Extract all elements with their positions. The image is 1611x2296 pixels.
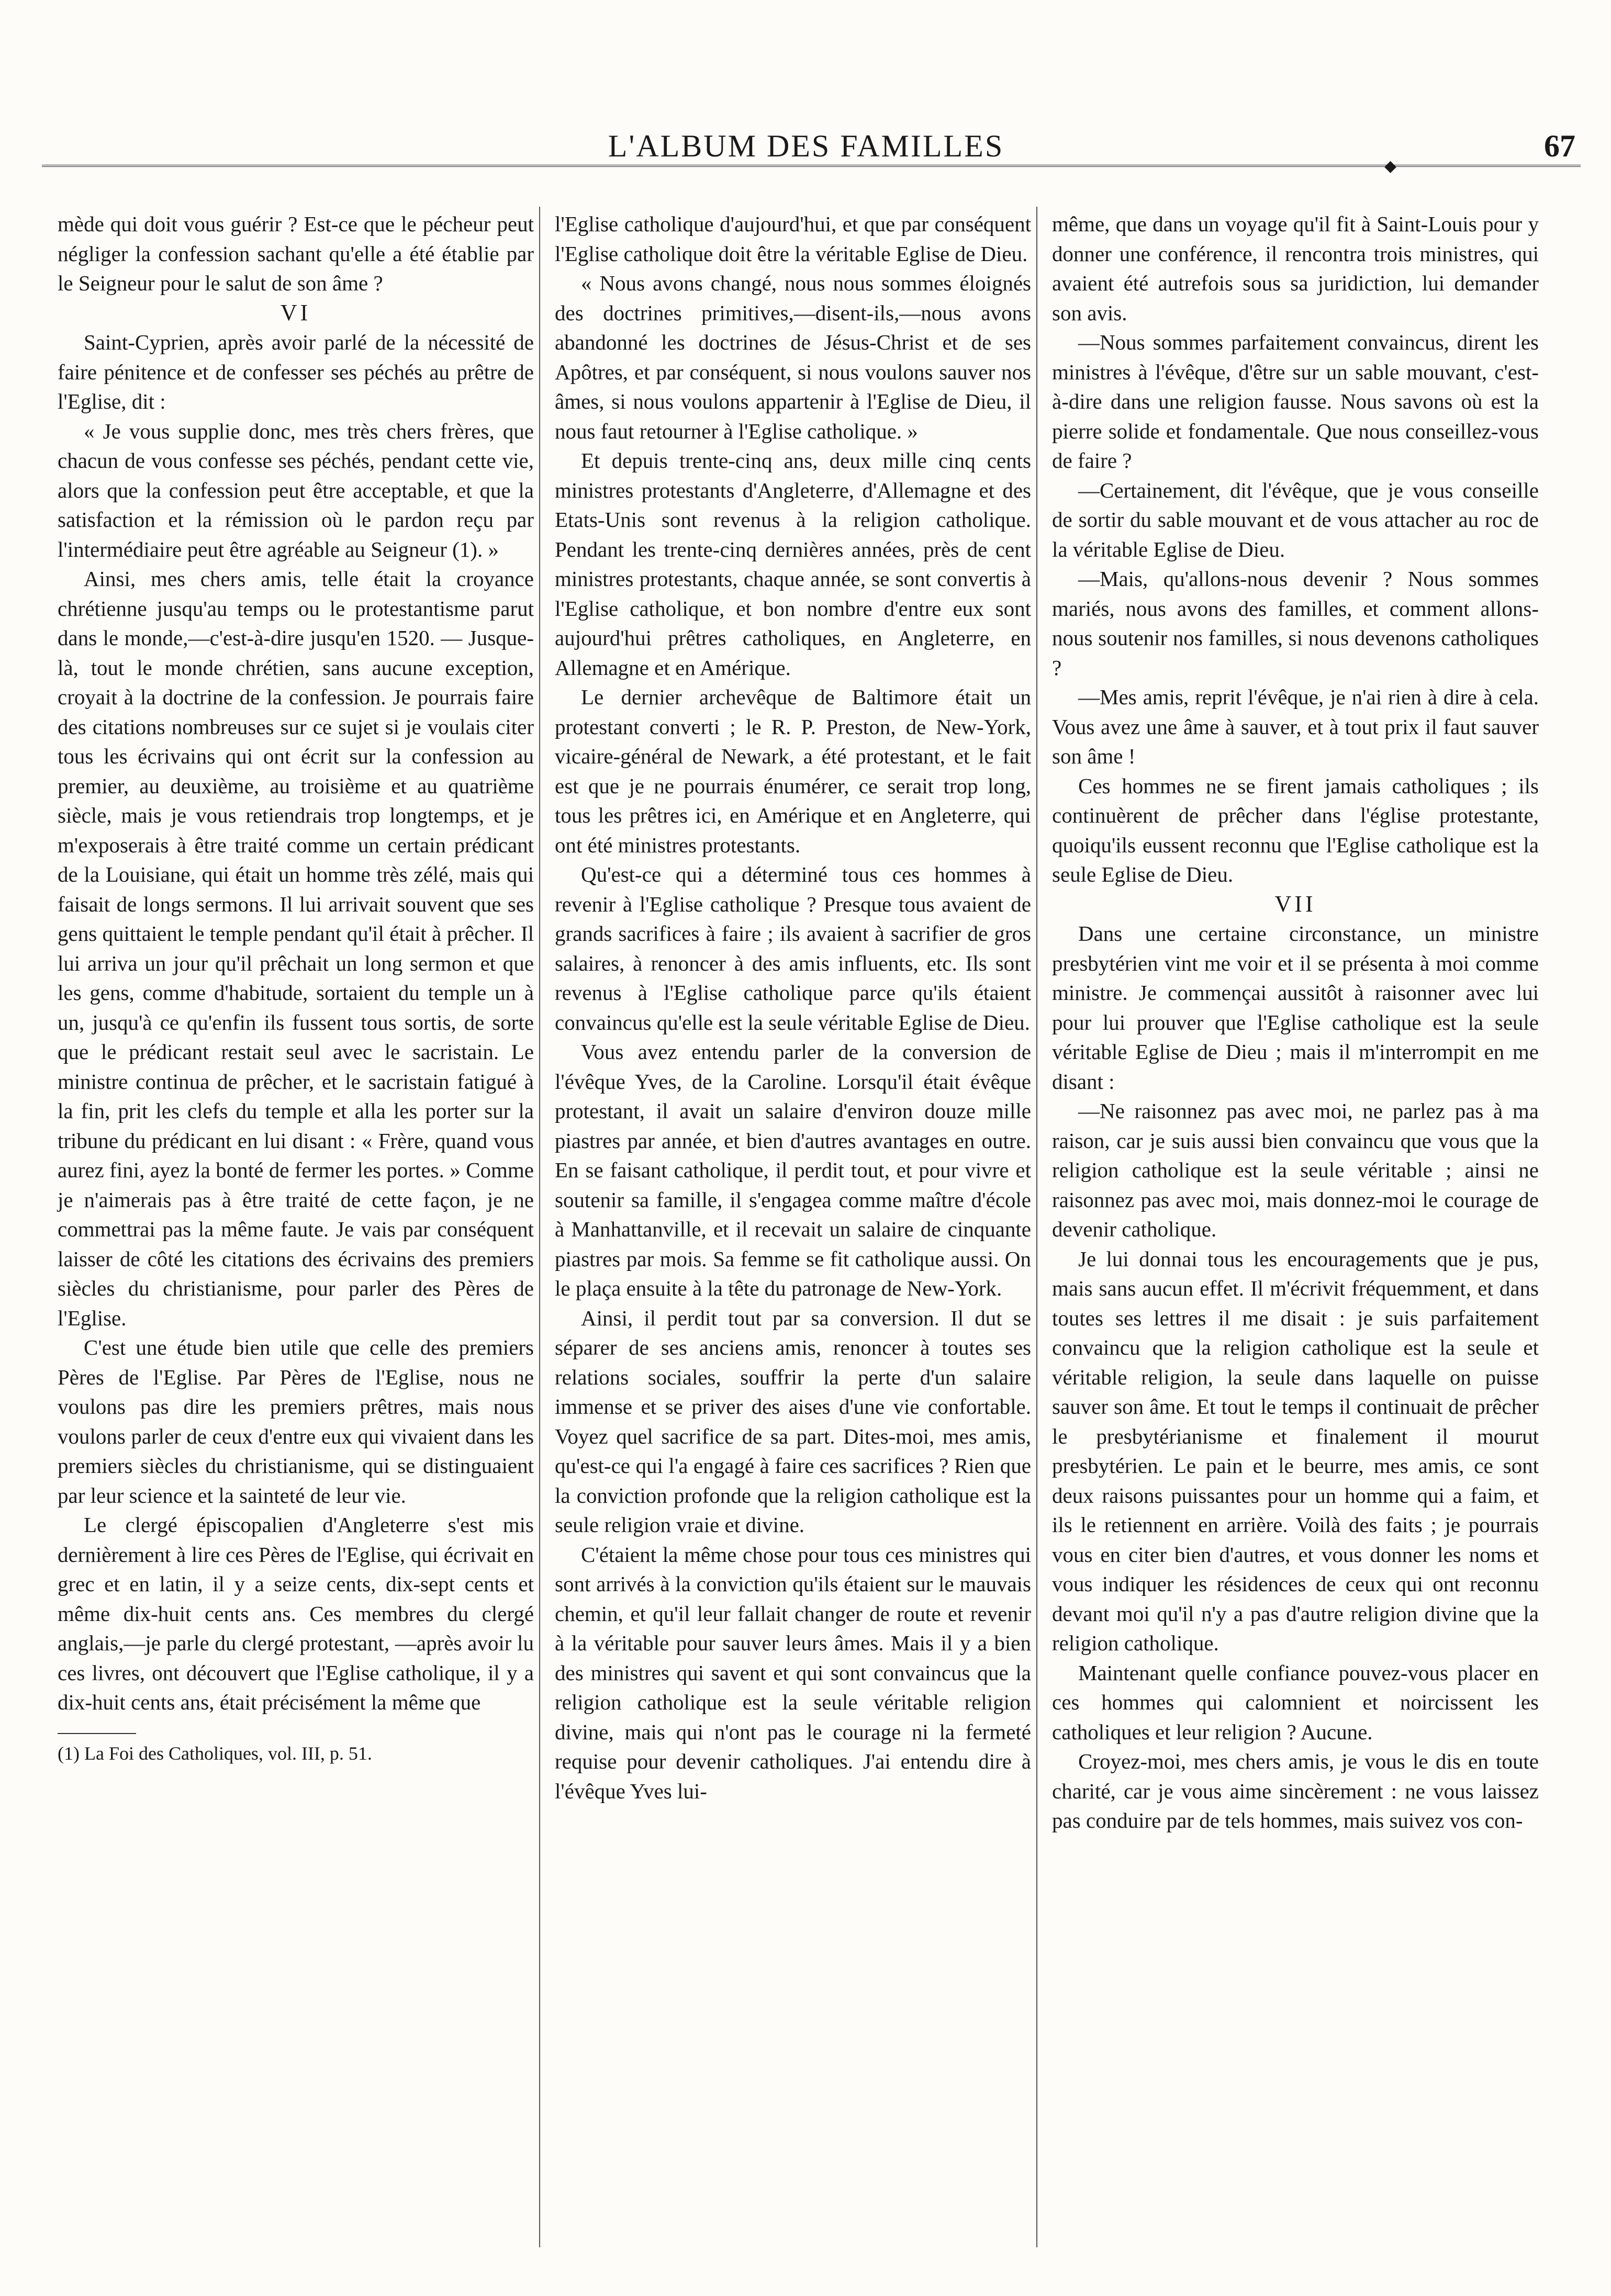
paragraph: Le clergé épiscopalien d'Angleterre s'est mis dernièrement à lire ces Pères de l'Eglise, qui écrivait en grec et en latin, il y a seize cents, dix-sept cents et même dix-huit cents ans. Ces membres du clergé anglais,—je parle du clergé protestant, —après avoir lu ces livres, ont découvert que l'Eglise catholique, il y a dix-huit cents ans, était précisément la même que [58, 1513, 534, 1714]
dialogue-paragraph: —Nous sommes parfaitement convaincus, dirent les ministres à l'évêque, d'être sur un sable mouvant, c'est-à-dire dans une religion fausse. Nous savons où est la pierre solide et fondamentale. Que nous conseillez-vous de faire ? [1052, 330, 1539, 472]
header-rule [42, 165, 1581, 167]
column-3 [1052, 209, 1539, 1836]
paragraph: Saint-Cyprien, après avoir parlé de la nécessité de faire pénitence et de confesser ses péchés au prêtre de l'Eglise, dit : [58, 330, 534, 413]
paragraph: C'est une étude bien utile que celle des premiers Pères de l'Eglise. Par Pères de l'Eglise, nous ne voulons pas dire les premiers prêtres, mais nous voulons parler de ceux d'entre eux qui vivaient dans les premiers siècles du christianisme, qui se distinguaient par leur science et la sainteté de leur vie. [58, 1335, 534, 1507]
dialogue-paragraph: —Mes amis, reprit l'évêque, je n'ai rien à dire à cela. Vous avez une âme à sauver, et à tout prix il faut sauver son âme ! [1052, 685, 1539, 768]
running-head: L'ALBUM DES FAMILLES [608, 129, 1004, 163]
section-heading-vii: VII [1274, 891, 1316, 917]
column-2 [555, 209, 1031, 1806]
paragraph: l'Eglise catholique d'aujourd'hui, et que par conséquent l'Eglise catholique doit être la véritable Eglise de Dieu. [555, 212, 1031, 266]
paragraph: Le dernier archevêque de Baltimore était un protestant converti ; le R. P. Preston, de New-York, vicaire-général de Newark, a été protestant, et le fait est que je ne pourrais énumérer, ce serait trop long, tous les prêtres ici, en Amérique et en Angleterre, qui ont été ministres protestants. [555, 685, 1031, 857]
paragraph: Qu'est-ce qui a déterminé tous ces hommes à revenir à l'Eglise catholique ? Presque tous avaient de grands sacrifices à faire ; ils avaient à sacrifier de gros salaires, à renoncer à des amis influents, etc. Ils sont revenus à l'Eglise catholique parce qu'ils étaient convaincus qu'elle est la seule véritable Eglise de Dieu. [555, 862, 1031, 1034]
paragraph: Je lui donnai tous les encouragements que je pus, mais sans aucun effet. Il m'écrivit fréquemment, et dans toutes ses lettres il me disait : je suis parfaitement convaincu que la religion catholique est la seule et véritable religion, la seule dans laquelle on puisse sauver son âme. Et tout le temps il continuait de prêcher le presbytérianisme et finalement il mourut presbytérien. Le pain et le beurre, mes amis, ce sont deux raisons puissantes pour un homme qui a faim, et ils le retiennent en arrière. Voilà des faits ; je pourrais vous en citer bien d'autres, et vous donner les noms et vous indiquer les résidences de ceux qui ont reconnu devant moi qu'il n'y a pas d'autre religion divine que la religion catholique. [1052, 1246, 1539, 1655]
footnote: (1) La Foi des Catholiques, vol. III, p. 51. [58, 1742, 372, 1764]
header-ornament-icon: ◆ [1384, 157, 1397, 175]
page-header [31, 112, 1581, 175]
footnote-rule [58, 1733, 136, 1734]
paragraph: Et depuis trente-cinq ans, deux mille cinq cents ministres protestants d'Angleterre, d'Allemagne et des Etats-Unis sont revenus à la religion catholique. Pendant les trente-cinq dernières années, près de cent ministres protestants, chaque année, se sont convertis à l'Eglise catholique, et bon nombre d'entre eux sont aujourd'hui prêtres catholiques, en Angleterre, en Allemagne et en Amérique. [555, 448, 1031, 680]
section-heading-vi: VI [280, 299, 311, 325]
dialogue-paragraph: —Ne raisonnez pas avec moi, ne parlez pas à ma raison, car je suis aussi bien convaincu que vous que la religion catholique est la seule véritable ; ainsi ne raisonnez pas avec moi, mais donnez-moi le courage de devenir catholique. [1052, 1099, 1539, 1241]
paragraph: Dans une certaine circonstance, un ministre presbytérien vint me voir et il se présenta à moi comme ministre. Je commençai aussitôt à raisonner avec lui pour lui prouver que l'Eglise catholique est la seule véritable Eglise de Dieu ; mais il m'interrompit en me disant : [1052, 921, 1539, 1094]
paragraph: Ainsi, mes chers amis, telle était la croyance chrétienne jusqu'au temps ou le protestantisme parut dans le monde,—c'est-à-dire jusqu'en 1520. — Jusque-là, tout le monde chrétien, sans aucune exception, croyait à la doctrine de la confession. Je pourrais faire des citations nombreuses sur ce sujet si je voulais citer tous les écrivains qui ont écrit sur la confession au premier, au deuxième, au troisième et au quatrième siècle, mais je vous retiendrais trop longtemps, et je m'exposerais à être traité comme un certain prédicant de la Louisiane, qui était un homme très zélé, mais qui faisait de longs sermons. Il lui arrivait souvent que ses gens quittaient le temple pendant qu'il était à prêcher. Il lui arriva un jour qu'il prêchait un long sermon et que les gens, comme d'habitude, sortaient du temple un à un, jusqu'à ce qu'enfin ils fussent tous sortis, de sorte que le prédicant restait seul avec le sacristain. Le ministre continua de prêcher, et le sacristain fatigué à la fin, prit les clefs du temple et alla les porter sur la tribune du prédicant en lui disant : « Frère, quand vous aurez fini, ayez la bonté de fermer les portes. » Comme je n'aimerais pas à être traité de cette façon, je ne commettrai pas la même faute. Je vais par conséquent laisser de côté les citations des écrivains des premiers siècles du christianisme, pour parler des Pères de l'Eglise. [58, 567, 534, 1330]
column-divider [539, 207, 540, 2247]
paragraph: Ainsi, il perdit tout par sa conversion. Il dut se séparer de ses anciens amis, renoncer à toutes ses relations sociales, souffrir la perte d'un salaire immense et se priver des aises d'une vie confortable. Voyez quel sacrifice de sa part. Dites-moi, mes amis, qu'est-ce qui l'a engagé à faire ces sacrifices ? Rien que la conviction profonde que la religion catholique est la seule religion vraie et divine. [555, 1305, 1031, 1537]
paragraph: C'étaient la même chose pour tous ces ministres qui sont arrivés à la conviction qu'ils étaient sur le mauvais chemin, et qu'il leur fallait changer de route et revenir à la véritable pour sauver leurs âmes. Mais il y a bien des ministres qui savent et qui sont convaincus que la religion catholique est la seule véritable religion divine, mais qui n'ont pas le courage ni la fermeté requise pour devenir catholiques. J'ai entendu dire à l'évêque Yves lui- [555, 1542, 1031, 1803]
quote-paragraph: « Nous avons changé, nous nous sommes éloignés des doctrines primitives,—disent-ils,—nous avons abandonné les doctrines de Jésus-Christ et de ses Apôtres, et par conséquent, si nous voulons sauver nos âmes, si nous voulons appartenir à l'Eglise de Dieu, il nous faut retourner à l'Eglise catholique. » [555, 271, 1031, 443]
paragraph: Ces hommes ne se firent jamais catholiques ; ils continuèrent de prêcher dans l'église protestante, quoiqu'ils eussent reconnu que l'Eglise catholique est la seule Eglise de Dieu. [1052, 773, 1539, 886]
paragraph: Vous avez entendu parler de la conversion de l'évêque Yves, de la Caroline. Lorsqu'il était évêque protestant, il avait un salaire d'environ douze mille piastres par année, et bien d'autres avantages en outre. En se faisant catholique, il perdit tout, et pour vivre et soutenir sa famille, il s'engagea comme maître d'école à Manhattanville, et il recevait un salaire de cinquante piastres par mois. Sa femme se fit catholique aussi. On le plaça ensuite à la tête du patronage de New-York. [555, 1040, 1031, 1300]
paragraph: même, que dans un voyage qu'il fit à Saint-Louis pour y donner une conférence, il rencontra trois ministres, qui avaient été autrefois sous sa juridiction, lui demander son avis. [1052, 212, 1539, 325]
page-number: 67 [1544, 129, 1575, 163]
paragraph: Croyez-moi, mes chers amis, je vous le dis en toute charité, car je vous aime sincèrement : ne vous laissez pas conduire par de tels hommes, mais suivez vos con- [1052, 1749, 1539, 1832]
quote-paragraph: « Je vous supplie donc, mes très chers frères, que chacun de vous confesse ses péchés, pendant cette vie, alors que la confession peut être acceptable, et que la satisfaction et la rémission où le pardon reçu par l'intermédiaire peut être agréable au Seigneur (1). » [58, 419, 534, 561]
column-1 [58, 209, 534, 1765]
paragraph: mède qui doit vous guérir ? Est-ce que le pécheur peut négliger la confession sachant qu'elle a été établie par le Seigneur pour le salut de son âme ? [58, 212, 534, 295]
column-divider [1036, 207, 1037, 2247]
dialogue-paragraph: —Mais, qu'allons-nous devenir ? Nous sommes mariés, nous avons des familles, et comment allons-nous soutenir nos familles, si nous devenons catholiques ? [1052, 567, 1539, 680]
dialogue-paragraph: —Certainement, dit l'évêque, que je vous conseille de sortir du sable mouvant et de vous attacher au roc de la véritable Eglise de Dieu. [1052, 478, 1539, 561]
paragraph: Maintenant quelle confiance pouvez-vous placer en ces hommes qui calomnient et noircissent les catholiques et leur religion ? Aucune. [1052, 1660, 1539, 1744]
